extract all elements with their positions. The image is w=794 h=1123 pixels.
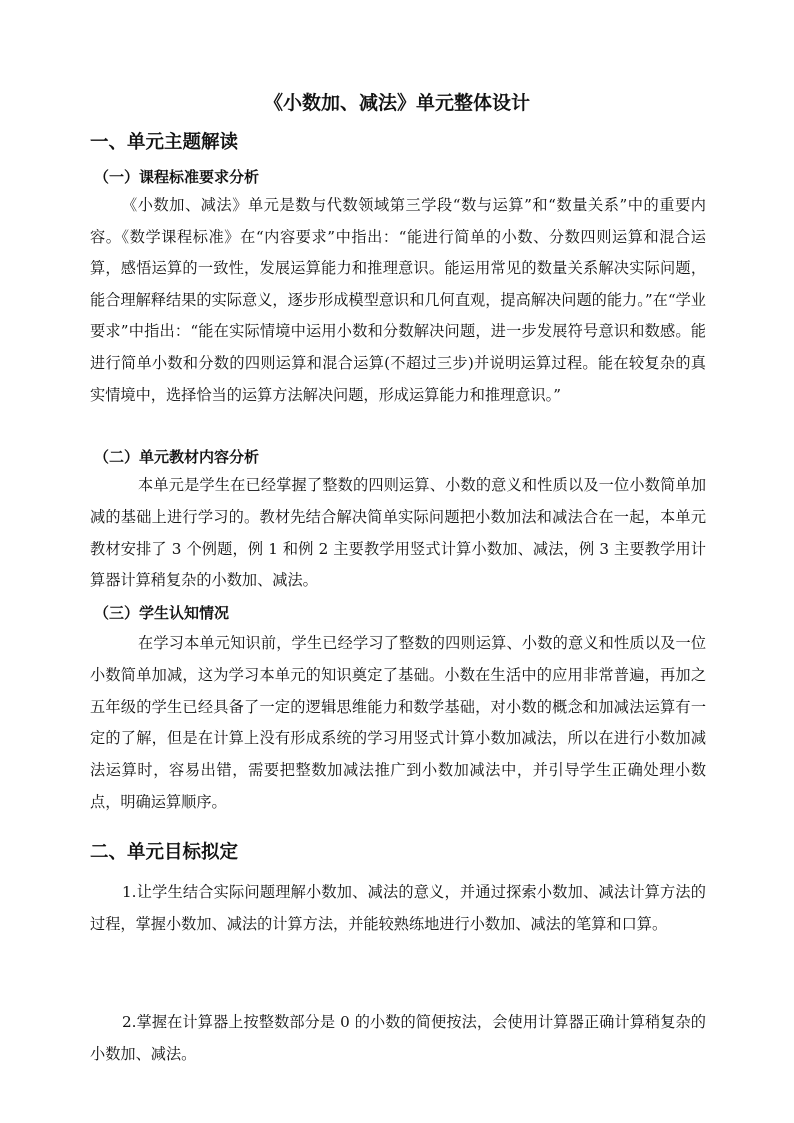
subsection-heading-curriculum: （一）课程标准要求分析: [94, 168, 260, 186]
subsection-heading-textbook: （二）单元教材内容分析: [94, 448, 260, 466]
document-title: 《小数加、减法》单元整体设计: [263, 92, 530, 114]
paragraph-curriculum: 《小数加、减法》单元是数与代数领域第三学段“数与运算”和“数量关系”中的重要内容。《数学课程标准》在“内容要求”中指出：“能进行简单的小数、分数四则运算和混合运算，感悟运算的一致性，发展运算能力和推理意识。能运用常见的数量关系解决实际问题，能合理解释结果的实际意义，逐步形成模型意识和几何直观，提高解决问题的能力。”在“学业要求”中指出：“能在实际情境中运用小数和分数解决问题，进一步发展符号意识和数感。能进行简单小数和分数的四则运算和混合运算(不超过三步)并说明运算过程。能在较复杂的真实情境中，选择恰当的运算方法解决问题，形成运算能力和推理意识。”: [90, 196, 706, 404]
paragraph-textbook: 本单元是学生在已经掌握了整数的四则运算、小数的意义和性质以及一位小数简单加减的基础上进行学习的。教材先结合解决简单实际问题把小数加法和减法合在一起，本单元教材安排了 3 个例题，例 1 和例 2 主要教学用竖式计算小数加、减法，例 3 主要教学用计算器计算稍复杂的小数加、减法。: [90, 476, 706, 590]
section-heading-goals: 二、单元目标拟定: [90, 842, 239, 863]
goal-item-1: 1.让学生结合实际问题理解小数加、减法的意义，并通过探索小数加、减法计算方法的过程，掌握小数加、减法的计算方法，并能较熟练地进行小数加、减法的笔算和口算。: [90, 883, 706, 933]
paragraph-cognition: 在学习本单元知识前，学生已经学习了整数的四则运算、小数的意义和性质以及一位小数简单加减，这为学习本单元的知识奠定了基础。小数在生活中的应用非常普遍，再加之五年级的学生已经具备了一定的逻辑思维能力和数学基础，对小数的概念和加减法运算有一定的了解，但是在计算上没有形成系统的学习用竖式计算小数加减法，所以在进行小数加减法运算时，容易出错，需要把整数加减法推广到小数加减法中，并引导学生正确处理小数点，明确运算顺序。: [90, 634, 706, 811]
section-heading-theme: 一、单元主题解读: [90, 132, 239, 153]
subsection-heading-cognition: （三）学生认知情况: [94, 604, 230, 622]
goal-item-2: 2.掌握在计算器上按整数部分是 0 的小数的简便按法，会使用计算器正确计算稍复杂的小数加、减法。: [90, 1013, 706, 1063]
